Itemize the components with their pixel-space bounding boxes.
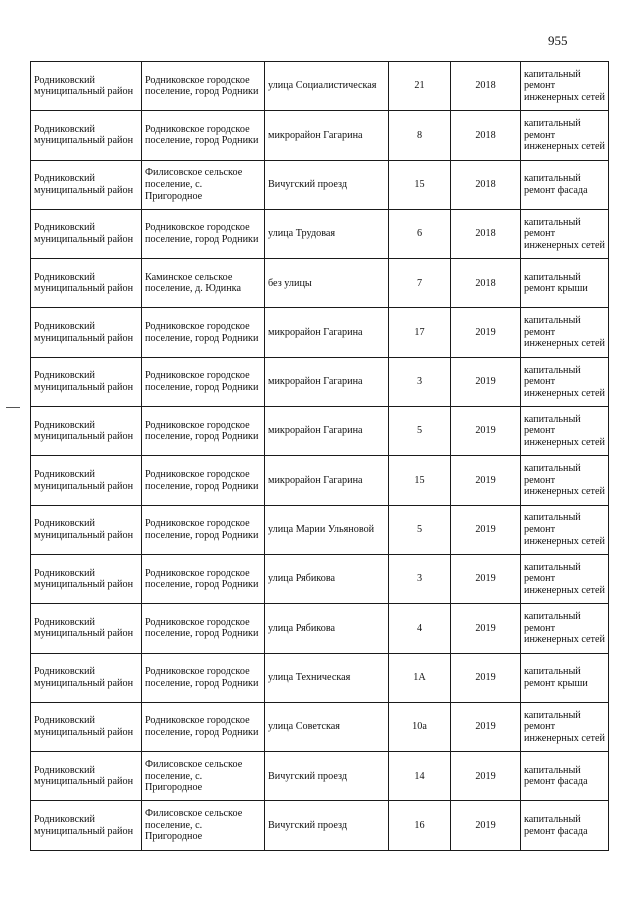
house-number-cell: 4	[389, 604, 451, 653]
table-row	[31, 456, 609, 505]
table-row	[31, 801, 609, 850]
table-row	[31, 259, 609, 308]
street-cell: без улицы	[265, 259, 389, 308]
street-cell: улица Трудовая	[265, 209, 389, 258]
year-cell: 2018	[451, 209, 521, 258]
year-cell: 2019	[451, 505, 521, 554]
district-cell: Родниковский муниципальный район	[31, 554, 142, 603]
table-row	[31, 111, 609, 160]
street-cell: микрорайон Гагарина	[265, 407, 389, 456]
settlement-cell: Родниковское городское поселение, город Родники	[142, 357, 265, 406]
year-cell: 2019	[451, 308, 521, 357]
house-number-cell: 8	[389, 111, 451, 160]
work-type-cell: капитальный ремонт крыши	[521, 259, 609, 308]
year-cell: 2018	[451, 160, 521, 209]
house-number-cell: 3	[389, 554, 451, 603]
work-type-cell: капитальный ремонт фасада	[521, 752, 609, 801]
house-number-cell: 15	[389, 160, 451, 209]
settlement-cell: Родниковское городское поселение, город Родники	[142, 456, 265, 505]
settlement-cell: Филисовское сельское поселение, с. Пригородное	[142, 801, 265, 850]
year-cell: 2019	[451, 604, 521, 653]
table-row	[31, 407, 609, 456]
table-row	[31, 702, 609, 751]
table-row	[31, 752, 609, 801]
house-number-cell: 5	[389, 505, 451, 554]
work-type-cell: капитальный ремонт инженерных сетей	[521, 209, 609, 258]
year-cell: 2018	[451, 259, 521, 308]
margin-mark	[6, 407, 20, 408]
table-row	[31, 653, 609, 702]
table-row	[31, 308, 609, 357]
table-row	[31, 160, 609, 209]
work-type-cell: капитальный ремонт инженерных сетей	[521, 357, 609, 406]
settlement-cell: Филисовское сельское поселение, с. Пригородное	[142, 752, 265, 801]
work-type-cell: капитальный ремонт инженерных сетей	[521, 308, 609, 357]
year-cell: 2018	[451, 111, 521, 160]
district-cell: Родниковский муниципальный район	[31, 505, 142, 554]
settlement-cell: Родниковское городское поселение, город Родники	[142, 62, 265, 111]
district-cell: Родниковский муниципальный район	[31, 702, 142, 751]
district-cell: Родниковский муниципальный район	[31, 407, 142, 456]
work-type-cell: капитальный ремонт инженерных сетей	[521, 407, 609, 456]
page-number: 955	[548, 33, 568, 48]
district-cell: Родниковский муниципальный район	[31, 357, 142, 406]
repair-schedule-table	[30, 61, 609, 851]
settlement-cell: Родниковское городское поселение, город Родники	[142, 505, 265, 554]
settlement-cell: Родниковское городское поселение, город Родники	[142, 209, 265, 258]
table-row	[31, 505, 609, 554]
settlement-cell: Родниковское городское поселение, город Родники	[142, 308, 265, 357]
work-type-cell: капитальный ремонт инженерных сетей	[521, 62, 609, 111]
work-type-cell: капитальный ремонт инженерных сетей	[521, 505, 609, 554]
street-cell: улица Рябикова	[265, 604, 389, 653]
work-type-cell: капитальный ремонт инженерных сетей	[521, 554, 609, 603]
year-cell: 2019	[451, 456, 521, 505]
year-cell: 2019	[451, 801, 521, 850]
work-type-cell: капитальный ремонт инженерных сетей	[521, 456, 609, 505]
year-cell: 2019	[451, 752, 521, 801]
work-type-cell: капитальный ремонт крыши	[521, 653, 609, 702]
year-cell: 2019	[451, 653, 521, 702]
street-cell: улица Социалистическая	[265, 62, 389, 111]
house-number-cell: 3	[389, 357, 451, 406]
house-number-cell: 16	[389, 801, 451, 850]
year-cell: 2019	[451, 554, 521, 603]
district-cell: Родниковский муниципальный район	[31, 160, 142, 209]
table-row	[31, 604, 609, 653]
table-row	[31, 62, 609, 111]
street-cell: Вичугский проезд	[265, 160, 389, 209]
house-number-cell: 15	[389, 456, 451, 505]
work-type-cell: капитальный ремонт инженерных сетей	[521, 702, 609, 751]
settlement-cell: Филисовское сельское поселение, с. Пригородное	[142, 160, 265, 209]
district-cell: Родниковский муниципальный район	[31, 752, 142, 801]
district-cell: Родниковский муниципальный район	[31, 604, 142, 653]
table-body	[31, 62, 609, 851]
street-cell: Вичугский проезд	[265, 801, 389, 850]
work-type-cell: капитальный ремонт инженерных сетей	[521, 604, 609, 653]
year-cell: 2019	[451, 407, 521, 456]
settlement-cell: Родниковское городское поселение, город Родники	[142, 111, 265, 160]
street-cell: улица Техническая	[265, 653, 389, 702]
table-row	[31, 209, 609, 258]
house-number-cell: 7	[389, 259, 451, 308]
street-cell: микрорайон Гагарина	[265, 308, 389, 357]
street-cell: микрорайон Гагарина	[265, 357, 389, 406]
street-cell: микрорайон Гагарина	[265, 456, 389, 505]
house-number-cell: 10а	[389, 702, 451, 751]
table-row	[31, 554, 609, 603]
street-cell: улица Советская	[265, 702, 389, 751]
district-cell: Родниковский муниципальный район	[31, 456, 142, 505]
work-type-cell: капитальный ремонт фасада	[521, 160, 609, 209]
street-cell: Вичугский проезд	[265, 752, 389, 801]
settlement-cell: Родниковское городское поселение, город Родники	[142, 702, 265, 751]
house-number-cell: 6	[389, 209, 451, 258]
work-type-cell: капитальный ремонт фасада	[521, 801, 609, 850]
street-cell: улица Рябикова	[265, 554, 389, 603]
house-number-cell: 1А	[389, 653, 451, 702]
settlement-cell: Родниковское городское поселение, город Родники	[142, 653, 265, 702]
settlement-cell: Родниковское городское поселение, город Родники	[142, 554, 265, 603]
settlement-cell: Родниковское городское поселение, город Родники	[142, 604, 265, 653]
house-number-cell: 21	[389, 62, 451, 111]
district-cell: Родниковский муниципальный район	[31, 209, 142, 258]
district-cell: Родниковский муниципальный район	[31, 308, 142, 357]
district-cell: Родниковский муниципальный район	[31, 62, 142, 111]
street-cell: улица Марии Ульяновой	[265, 505, 389, 554]
year-cell: 2019	[451, 357, 521, 406]
house-number-cell: 14	[389, 752, 451, 801]
district-cell: Родниковский муниципальный район	[31, 111, 142, 160]
district-cell: Родниковский муниципальный район	[31, 259, 142, 308]
district-cell: Родниковский муниципальный район	[31, 653, 142, 702]
settlement-cell: Родниковское городское поселение, город Родники	[142, 407, 265, 456]
house-number-cell: 5	[389, 407, 451, 456]
work-type-cell: капитальный ремонт инженерных сетей	[521, 111, 609, 160]
house-number-cell: 17	[389, 308, 451, 357]
street-cell: микрорайон Гагарина	[265, 111, 389, 160]
table-row	[31, 357, 609, 406]
year-cell: 2019	[451, 702, 521, 751]
year-cell: 2018	[451, 62, 521, 111]
settlement-cell: Каминское сельское поселение, д. Юдинка	[142, 259, 265, 308]
district-cell: Родниковский муниципальный район	[31, 801, 142, 850]
